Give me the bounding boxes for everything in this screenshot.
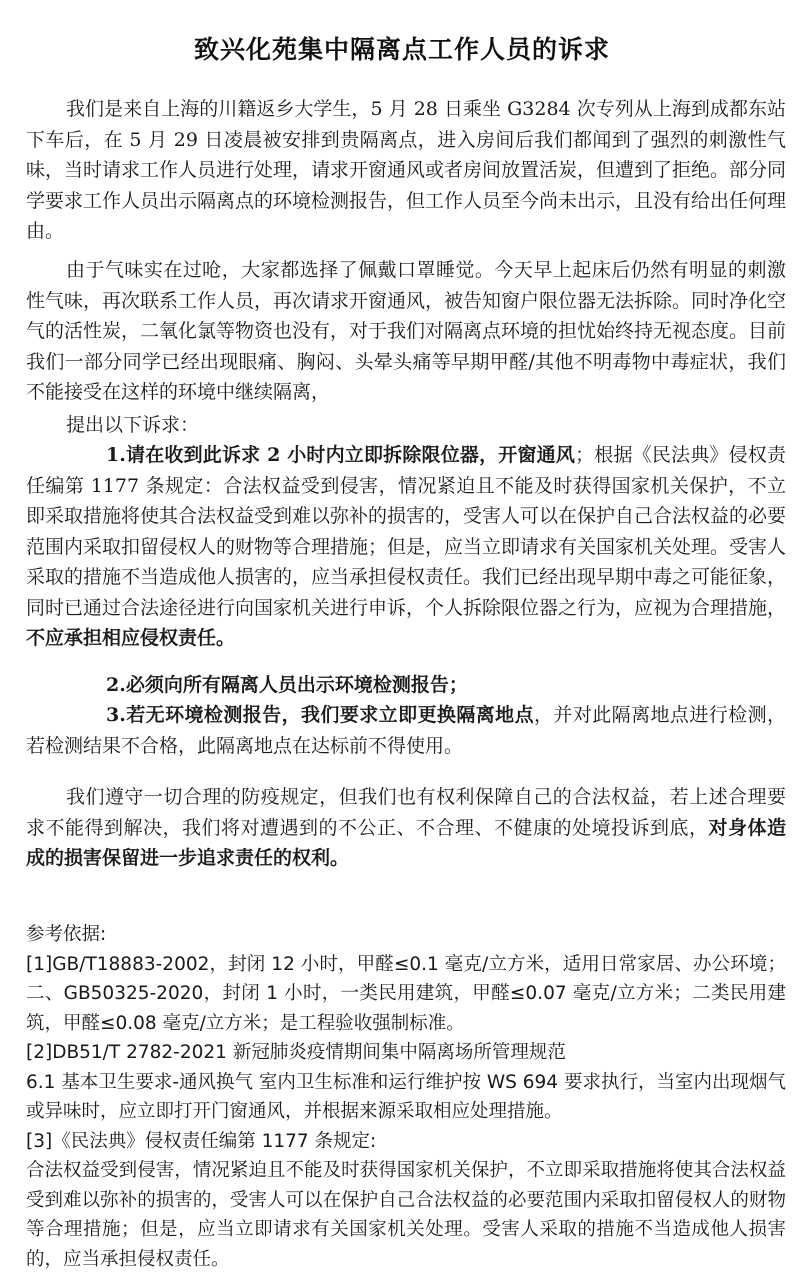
document-title: 致兴化苑集中隔离点工作人员的诉求	[193, 35, 610, 64]
paragraph-2-text: 由于气味实在过呛，大家都选择了佩戴口罩睡觉。今天早上起床后仍然有明显的刺激性气味，再次联系工作人员，再次请求开窗通风，被告知窗户限位器无法拆除。同时净化空气的活性炭，二氧化氯等物资也没有，对于我们对隔离点环境的担忧始终持无视态度。目前我们一部分同学已经出现眼痛、胸闷、头晕头痛等早期甲醛/其他不明毒物中毒症状，我们不能接受在这样的环境中继续隔离，	[26, 259, 787, 403]
paragraph-1: 我们是来自上海的川籍返乡大学生，5 月 28 日乘坐 G3284 次专列从上海到成都东站下车后，在 5 月 29 日凌晨被安排到贵隔离点，进入房间后我们都闻到了强烈的刺激性气味，当时请求工作人员进行处理，请求开窗通风或者房间放置活炭，但遭到了拒绝。部分同学要求工作人员出示隔离点的环境检测报告，但工作人员至今尚未出示，且没有给出任何理由。	[26, 98, 787, 242]
demand-3	[26, 700, 786, 761]
demand-1	[26, 440, 786, 654]
paragraph-3	[26, 782, 786, 874]
demands-intro: 提出以下诉求：	[66, 414, 200, 436]
paragraph-3-bold: 对身体造成的损害保留进一步追求责任的权利。	[26, 816, 786, 869]
demand-1-bold: 1.请在收到此诉求 2 小时内立即拆除限位器，开窗通风	[106, 444, 576, 466]
demand-3-bold: 3.若无环境检测报告，我们要求立即更换隔离地点	[106, 704, 534, 726]
reference-2-detail: 6.1 基本卫生要求-通风换气 室内卫生标准和运行维护按 WS 694 要求执行，当室内出现烟气或异味时，应立即打开门窗通风，并根据来源采取相应处理措施。	[26, 1071, 786, 1122]
reference-3-detail: 合法权益受到侵害，情况紧迫且不能及时获得国家机关保护，不立即采取措施将使其合法权益受到难以弥补的损害的，受害人可以在保护自己合法权益的必要范围内采取扣留侵权人的财物等合理措施；但是，应当立即请求有关国家机关处理。受害人采取的措施不当造成他人损害的，应当承担侵权责任。	[26, 1160, 786, 1270]
paragraph-2	[26, 255, 786, 408]
demand-2	[26, 670, 786, 701]
demand-1-bold-tail: 不应承担相应侵权责任。	[26, 627, 236, 649]
reference-2: [2]DB51/T 2782-2021 新冠肺炎疫情期间集中隔离场所管理规范	[26, 1042, 566, 1063]
reference-1: [1]GB/T18883-2002，封闭 12 小时，甲醛≤0.1 毫克/立方米，适用日常家居、办公环境； 二、GB50325-2020，封闭 1 小时，一类民用建筑，甲醛≤0.07 毫克/立方米；二类民用建筑，甲醛≤0.08 毫克/立方米；是工程验收强制标准。	[26, 953, 786, 1034]
demand-1-text: ；根据《民法典》侵权责任编第 1177 条规定：合法权益受到侵害，情况紧迫且不能及时获得国家机关保护，不立即采取措施将使其合法权益受到难以弥补的损害的，受害人可以在保护自己合法权益的必要范围内采取扣留侵权人的财物等合理措施；但是，应当立即请求有关国家机关处理。受害人采取的措施不当造成他人损害的，应当承担侵权责任。我们已经出现早期中毒之可能征象，同时已通过合法途径进行向国家机关进行申诉，个人拆除限位器之行为，应视为合理措施，	[26, 444, 787, 619]
references	[26, 920, 786, 1274]
references-heading: 参考依据:	[26, 924, 107, 945]
reference-3: [3]《民法典》侵权责任编第 1177 条规定:	[26, 1130, 377, 1152]
demand-2-bold: 2.必须向所有隔离人员出示环境检测报告；	[106, 674, 468, 696]
paragraph-3-text: 我们遵守一切合理的防疫规定，但我们也有权利保障自己的合法权益，若上述合理要求不能得到解决，我们将对遭遇到的不公正、不合理、不健康的处境投诉到底，	[26, 786, 786, 839]
demand-3-text: ，并对此隔离地点进行检测，若检测结果不合格，此隔离地点在达标前不得使用。	[26, 704, 786, 757]
